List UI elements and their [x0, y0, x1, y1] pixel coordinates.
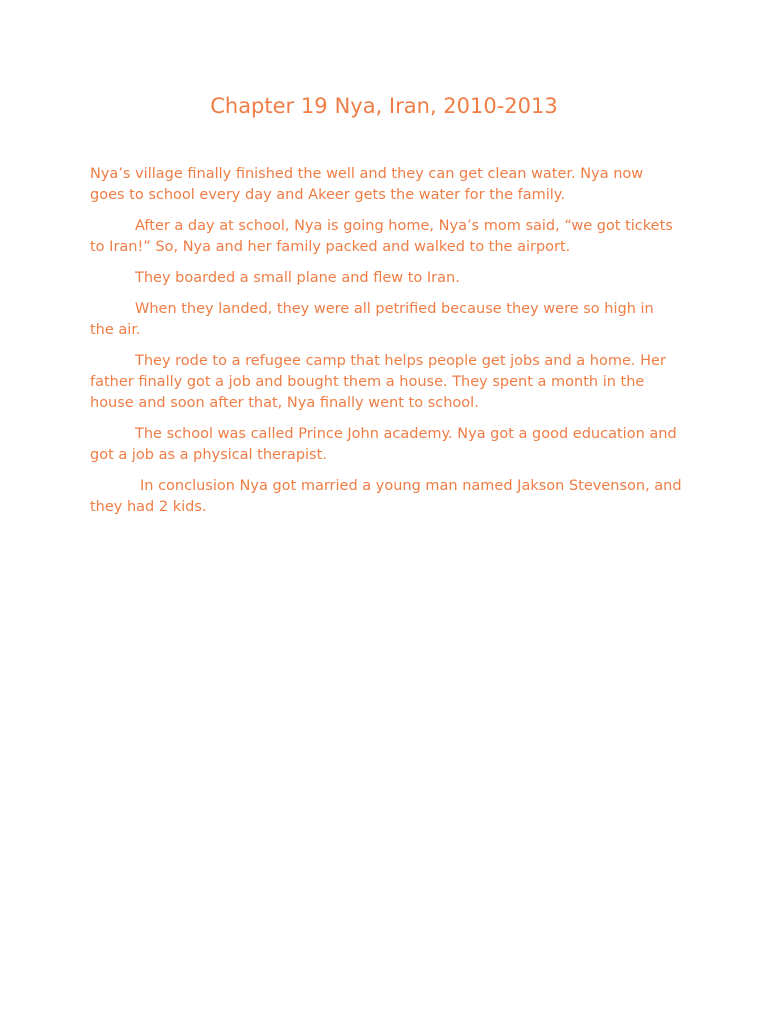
paragraph-6: The school was called Prince John academy. Nya got a good education and got a job as a physical therapist. — [90, 426, 677, 463]
chapter-label: Chapter 19 — [210, 94, 328, 118]
paragraph-4: When they landed, they were all petrified because they were so high in the air. — [90, 301, 654, 338]
chapter-subtitle: Nya, Iran, 2010-2013 — [334, 94, 558, 118]
paragraph-2: After a day at school, Nya is going home, Nya’s mom said, “we got tickets to Iran!” So, Nya and her family packed and walked to the airport. — [90, 218, 673, 255]
document-body — [90, 164, 682, 528]
paragraph-3: They boarded a small plane and flew to Iran. — [135, 270, 460, 286]
paragraph-5: They rode to a refugee camp that helps people get jobs and a home. Her father finally got a job and bought them a house. They spent a month in the house and soon after that, Nya finally went to school. — [90, 353, 666, 411]
paragraph-7: In conclusion Nya got married a young man named Jakson Stevenson, and they had 2 kids. — [90, 478, 682, 515]
page-title — [0, 92, 768, 120]
paragraph-1: Nya’s village finally finished the well and they can get clean water. Nya now goes to school every day and Akeer gets the water for the family. — [90, 166, 644, 203]
